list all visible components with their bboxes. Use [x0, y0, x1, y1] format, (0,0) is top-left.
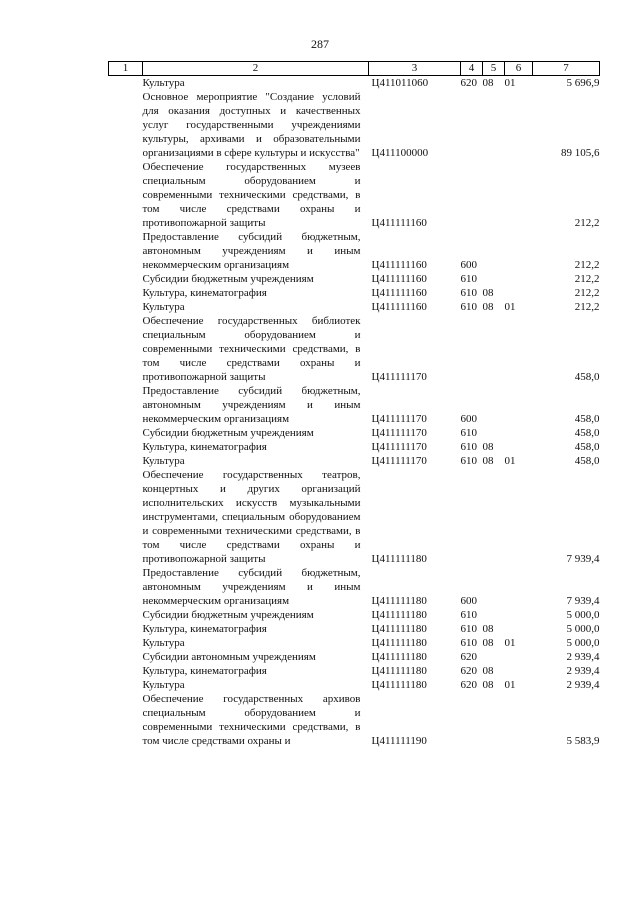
amount-cell: 458,0: [574, 427, 600, 439]
target-code-cell: Ц411111190: [371, 735, 427, 747]
item-name-cell: Культура, кинематография: [142, 665, 267, 677]
target-code-cell: Ц411111170: [371, 371, 427, 383]
amount-cell: 212,2: [574, 217, 600, 229]
amount-cell: 458,0: [574, 441, 600, 453]
row-number-cell: [109, 90, 143, 160]
item-name-cell: Культура, кинематография: [142, 623, 267, 635]
target-code-cell: Ц411111180: [371, 609, 427, 621]
row-number-cell: [109, 468, 143, 566]
target-code-cell: Ц411111160: [371, 273, 427, 285]
table-row: [109, 440, 600, 454]
target-code-cell: Ц411111160: [371, 287, 427, 299]
row-number-cell: [109, 230, 143, 272]
expense-type-cell: 610: [460, 427, 477, 439]
target-code-cell: Ц411111180: [371, 595, 427, 607]
table-row: [109, 300, 600, 314]
section-cell: 08: [482, 441, 494, 453]
subsection-cell: [505, 566, 533, 608]
expense-type-cell: 610: [460, 273, 477, 285]
row-number-cell: [109, 384, 143, 426]
item-name-cell: Обеспечение государственных архивов специальным оборудованием и современными техническими средствами, в том числе средствами охраны и: [142, 693, 361, 747]
col-header-5: 5: [483, 62, 505, 76]
table-row: [109, 90, 600, 160]
target-code-cell: Ц411100000: [371, 147, 429, 159]
expense-type-cell: [461, 314, 483, 384]
item-name-cell: Субсидии автономным учреждениям: [142, 651, 316, 663]
row-number-cell: [109, 454, 143, 468]
expense-type-cell: [461, 468, 483, 566]
table-row: [109, 636, 600, 650]
table-row: [109, 272, 600, 286]
col-header-4: 4: [461, 62, 483, 76]
subsection-cell: [505, 664, 533, 678]
row-number-cell: [109, 622, 143, 636]
target-code-cell: Ц411111180: [371, 553, 427, 565]
target-code-cell: Ц411111170: [371, 413, 427, 425]
section-cell: 08: [482, 77, 494, 89]
expense-type-cell: 610: [460, 609, 477, 621]
item-name-cell: Предоставление субсидий бюджетным, автономным учреждениям и иным некоммерческим организациям: [142, 231, 361, 271]
subsection-cell: [505, 272, 533, 286]
item-name-cell: Культура: [142, 77, 185, 89]
item-name-cell: Культура, кинематография: [142, 287, 267, 299]
row-number-cell: [109, 286, 143, 300]
subsection-cell: [505, 608, 533, 622]
target-code-cell: Ц411111170: [371, 455, 427, 467]
section-cell: [483, 566, 505, 608]
section-cell: [483, 160, 505, 230]
expense-type-cell: [461, 160, 483, 230]
section-cell: [483, 230, 505, 272]
row-number-cell: [109, 76, 143, 91]
item-name-cell: Обеспечение государственных театров, концертных и других организаций исполнительских искусств музыкальными инструментами, специальным оборудованием и современными техническими средствами, в том числе средствами охраны и противопожарной защиты: [142, 469, 361, 565]
row-number-cell: [109, 664, 143, 678]
expense-type-cell: 620: [460, 665, 477, 677]
target-code-cell: Ц411111160: [371, 217, 427, 229]
item-name-cell: Культура: [142, 455, 185, 467]
section-cell: [483, 90, 505, 160]
table-row: [109, 566, 600, 608]
table-row: [109, 650, 600, 664]
subsection-cell: 01: [504, 679, 516, 691]
expense-type-cell: 620: [460, 77, 477, 89]
item-name-cell: Предоставление субсидий бюджетным, автономным учреждениям и иным некоммерческим организациям: [142, 385, 361, 425]
row-number-cell: [109, 300, 143, 314]
expense-type-cell: 610: [460, 455, 477, 467]
item-name-cell: Культура: [142, 637, 185, 649]
item-name-cell: Основное мероприятие "Создание условий для оказания доступных и качественных услуг государственными учреждениями культуры, архивами и образовательными организациями в сфере культуры и искусства": [142, 91, 361, 159]
section-cell: 08: [482, 623, 494, 635]
row-number-cell: [109, 636, 143, 650]
column-number-row: [109, 62, 600, 76]
row-number-cell: [109, 426, 143, 440]
row-number-cell: [109, 608, 143, 622]
subsection-cell: 01: [504, 301, 516, 313]
page-number: 287: [311, 37, 329, 51]
amount-cell: 458,0: [574, 455, 600, 467]
section-cell: 08: [482, 287, 494, 299]
target-code-cell: Ц411011060: [371, 77, 429, 89]
section-cell: 08: [482, 301, 494, 313]
budget-table: [108, 61, 600, 748]
amount-cell: 7 939,4: [566, 595, 600, 607]
section-cell: [483, 272, 505, 286]
amount-cell: 2 939,4: [566, 679, 600, 691]
expense-type-cell: [461, 692, 483, 748]
row-number-cell: [109, 678, 143, 692]
target-code-cell: Ц411111180: [371, 637, 427, 649]
target-code-cell: Ц411111180: [371, 623, 427, 635]
target-code-cell: Ц411111180: [371, 651, 427, 663]
col-header-3: 3: [369, 62, 461, 76]
item-name-cell: Обеспечение государственных библиотек специальным оборудованием и современными техническими средствами, в том числе средствами охраны и противопожарной защиты: [142, 315, 361, 383]
item-name-cell: Субсидии бюджетным учреждениям: [142, 273, 314, 285]
target-code-cell: Ц411111170: [371, 427, 427, 439]
expense-type-cell: 610: [460, 287, 477, 299]
target-code-cell: Ц411111180: [371, 665, 427, 677]
subsection-cell: [505, 286, 533, 300]
subsection-cell: [505, 230, 533, 272]
subsection-cell: 01: [504, 455, 516, 467]
target-code-cell: Ц411111170: [371, 441, 427, 453]
table-row: [109, 286, 600, 300]
item-name-cell: Субсидии бюджетным учреждениям: [142, 427, 314, 439]
amount-cell: 212,2: [574, 273, 600, 285]
amount-cell: 212,2: [574, 287, 600, 299]
subsection-cell: [505, 426, 533, 440]
amount-cell: 5 000,0: [566, 609, 600, 621]
table-row: [109, 622, 600, 636]
amount-cell: 2 939,4: [566, 651, 600, 663]
col-header-7: 7: [533, 62, 600, 76]
section-cell: [483, 314, 505, 384]
table-row: [109, 608, 600, 622]
section-cell: [483, 384, 505, 426]
item-name-cell: Культура: [142, 679, 185, 691]
amount-cell: 5 000,0: [566, 623, 600, 635]
row-number-cell: [109, 160, 143, 230]
amount-cell: 2 939,4: [566, 665, 600, 677]
row-number-cell: [109, 314, 143, 384]
target-code-cell: Ц411111160: [371, 301, 427, 313]
amount-cell: 458,0: [574, 413, 600, 425]
subsection-cell: [505, 384, 533, 426]
table-row: [109, 692, 600, 748]
expense-type-cell: 600: [460, 595, 477, 607]
subsection-cell: 01: [504, 77, 516, 89]
table-row: [109, 468, 600, 566]
section-cell: [483, 426, 505, 440]
expense-type-cell: [461, 90, 483, 160]
section-cell: [483, 468, 505, 566]
item-name-cell: Субсидии бюджетным учреждениям: [142, 609, 314, 621]
amount-cell: 5 583,9: [566, 735, 600, 747]
section-cell: [483, 692, 505, 748]
expense-type-cell: 600: [460, 259, 477, 271]
table-row: [109, 76, 600, 91]
row-number-cell: [109, 650, 143, 664]
row-number-cell: [109, 440, 143, 454]
expense-type-cell: 610: [460, 441, 477, 453]
subsection-cell: [505, 314, 533, 384]
subsection-cell: [505, 692, 533, 748]
expense-type-cell: 610: [460, 637, 477, 649]
amount-cell: 89 105,6: [561, 147, 600, 159]
table-row: [109, 664, 600, 678]
amount-cell: 5 696,9: [566, 77, 600, 89]
section-cell: [483, 608, 505, 622]
table-row: [109, 230, 600, 272]
subsection-cell: [505, 468, 533, 566]
amount-cell: 212,2: [574, 301, 600, 313]
amount-cell: 5 000,0: [566, 637, 600, 649]
expense-type-cell: 620: [460, 679, 477, 691]
item-name-cell: Культура, кинематография: [142, 441, 267, 453]
section-cell: [483, 650, 505, 664]
target-code-cell: Ц411111180: [371, 679, 427, 691]
row-number-cell: [109, 566, 143, 608]
subsection-cell: [505, 90, 533, 160]
section-cell: 08: [482, 665, 494, 677]
row-number-cell: [109, 272, 143, 286]
expense-type-cell: 610: [460, 301, 477, 313]
col-header-6: 6: [505, 62, 533, 76]
table-row: [109, 160, 600, 230]
table-row: [109, 426, 600, 440]
expense-type-cell: 620: [460, 651, 477, 663]
amount-cell: 458,0: [574, 371, 600, 383]
subsection-cell: [505, 622, 533, 636]
expense-type-cell: 610: [460, 623, 477, 635]
amount-cell: 7 939,4: [566, 553, 600, 565]
table-row: [109, 454, 600, 468]
section-cell: 08: [482, 679, 494, 691]
table-row: [109, 314, 600, 384]
subsection-cell: [505, 440, 533, 454]
table-row: [109, 384, 600, 426]
subsection-cell: [505, 160, 533, 230]
subsection-cell: [505, 650, 533, 664]
section-cell: 08: [482, 637, 494, 649]
target-code-cell: Ц411111160: [371, 259, 427, 271]
amount-cell: 212,2: [574, 259, 600, 271]
row-number-cell: [109, 692, 143, 748]
expense-type-cell: 600: [460, 413, 477, 425]
item-name-cell: Обеспечение государственных музеев специальным оборудованием и современными техническими средствами, в том числе средствами охраны и противопожарной защиты: [142, 161, 361, 229]
subsection-cell: 01: [504, 637, 516, 649]
col-header-1: 1: [109, 62, 143, 76]
col-header-2: 2: [143, 62, 369, 76]
item-name-cell: Культура: [142, 301, 185, 313]
item-name-cell: Предоставление субсидий бюджетным, автономным учреждениям и иным некоммерческим организациям: [142, 567, 361, 607]
table-row: [109, 678, 600, 692]
section-cell: 08: [482, 455, 494, 467]
